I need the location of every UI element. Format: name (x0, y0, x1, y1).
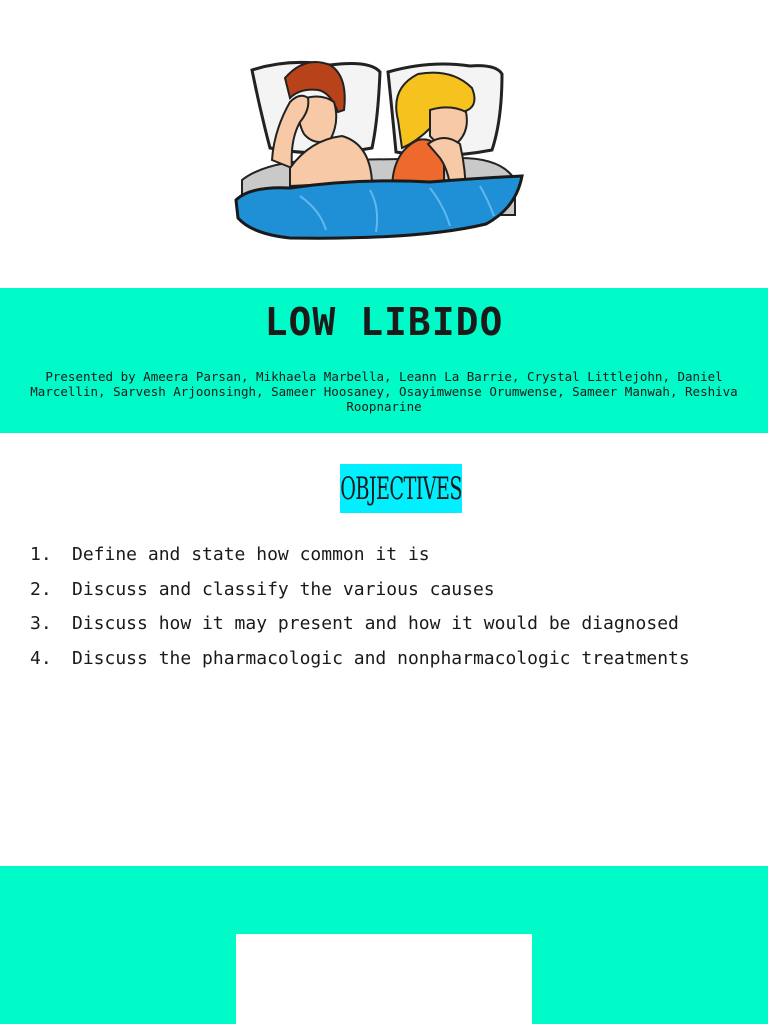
objective-text: Define and state how common it is (72, 544, 430, 565)
couple-in-bed-illustration (230, 40, 530, 255)
objectives-list (30, 540, 750, 679)
slide-title: LOW LIBIDO (264, 300, 504, 344)
objective-text: Discuss and classify the various causes (72, 578, 495, 600)
objective-item (30, 540, 750, 575)
presenters-text: Presented by Ameera Parsan, Mikhaela Marbella, Leann La Barrie, Crystal Littlejohn, Daniel Marcellin, Sarvesh Arjoonsingh, Sameer Hoosaney, Osayimwense Orumwense, Sameer Manwah, Reshiva Roopnarine (30, 369, 738, 414)
objective-item (30, 609, 750, 644)
objective-item (30, 644, 750, 679)
objectives-heading-label: OBJECTIVES (340, 470, 462, 507)
objective-number: 2. (30, 578, 52, 600)
objective-number: 4. (30, 648, 52, 670)
next-slide-preview (236, 934, 532, 1024)
objective-number: 3. (30, 613, 52, 635)
objective-item (30, 575, 750, 610)
objective-number: 1. (30, 544, 52, 565)
objectives-heading (340, 464, 462, 513)
objective-text: Discuss the pharmacologic and nonpharmacologic treatments (72, 648, 690, 670)
objective-text: Discuss how it may present and how it would be diagnosed (72, 613, 679, 635)
